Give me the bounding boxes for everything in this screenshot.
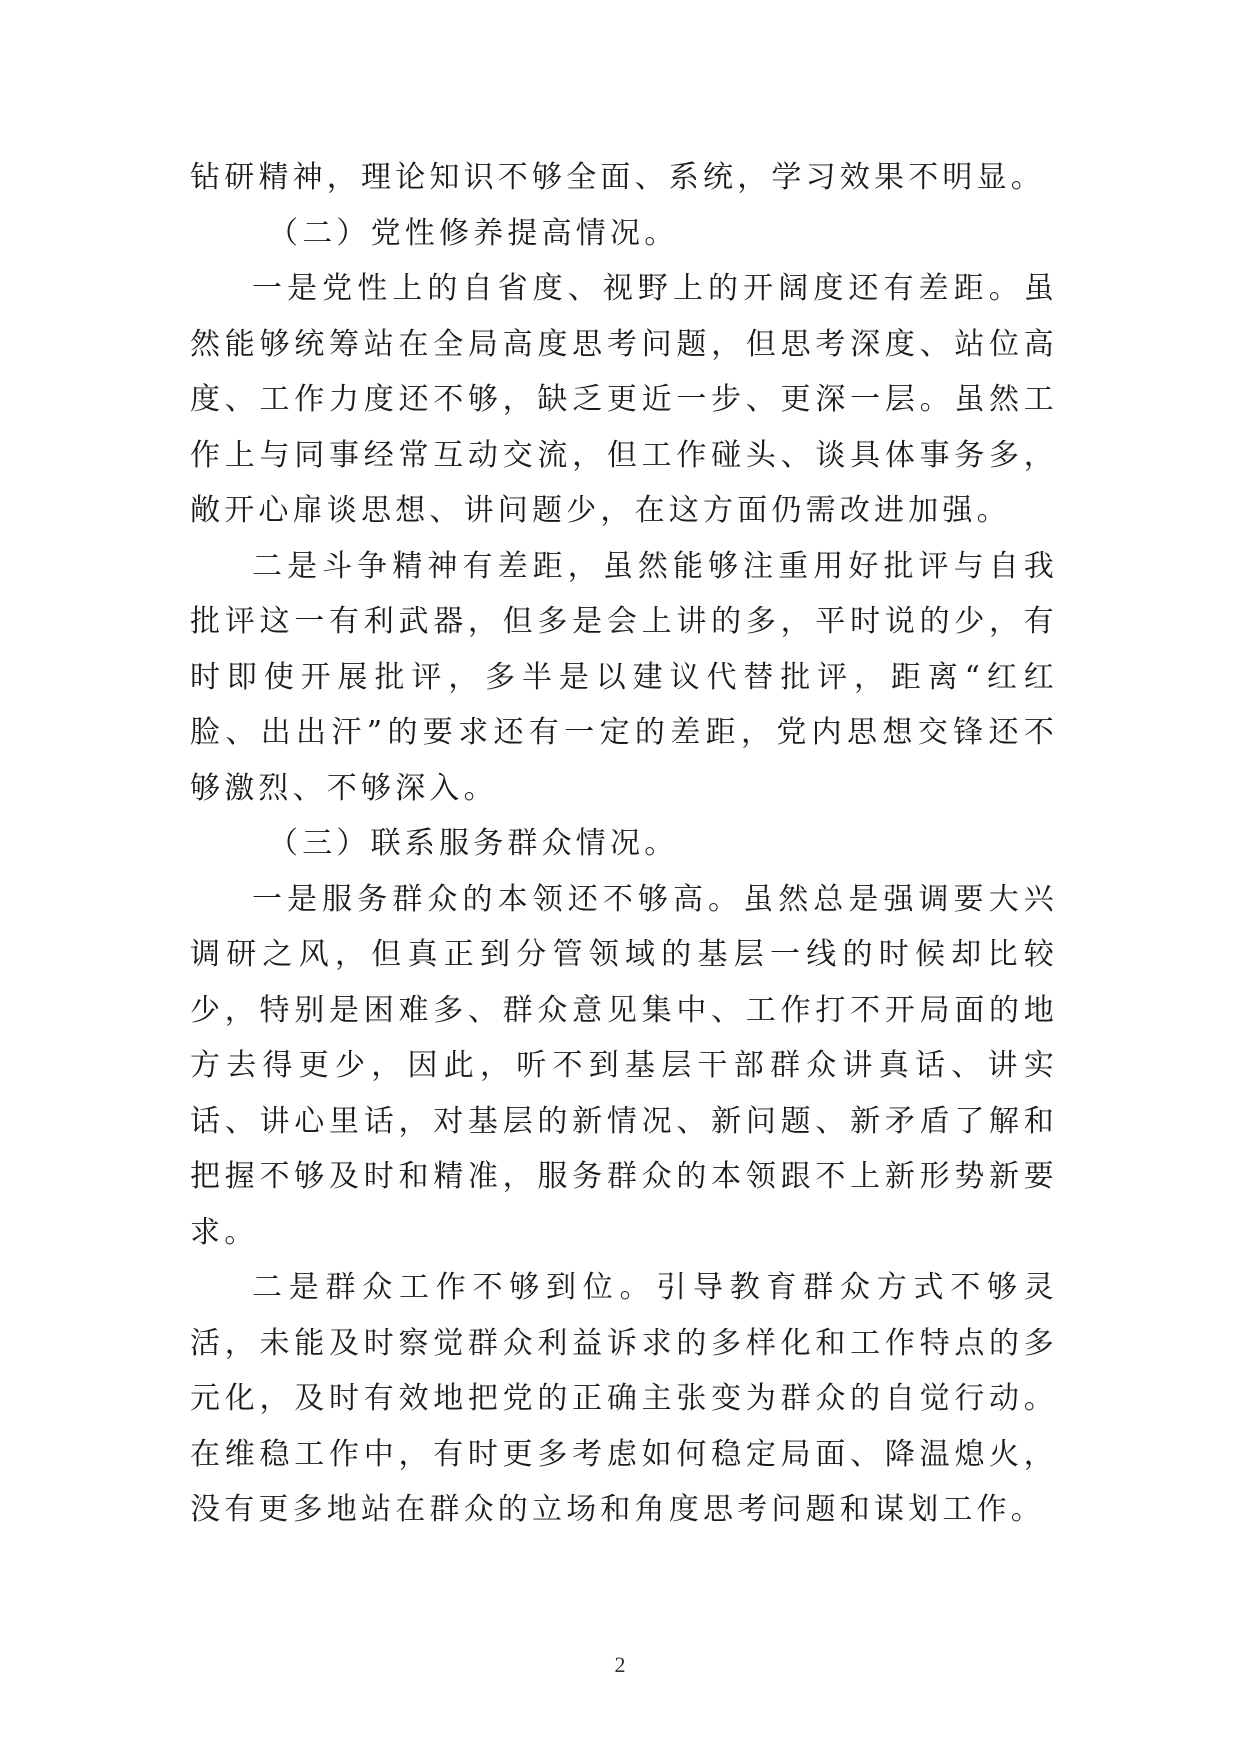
section-heading-serving-masses: （三）联系服务群众情况。 <box>268 826 679 861</box>
page-number: 2 <box>614 1652 626 1677</box>
paragraph-service-ability: 一是服务群众的本领还不够高。虽然总是强调要大兴调研之风，但真正到分管领域的基层一线的时候却比较少，特别是困难多、群众意见集中、工作打不开局面的地方去得更少，因此，听不到基层干部群众讲真话、讲实话、讲心里话，对基层的新情况、新问题、新矛盾了解和把握不够及时和精准，服务群众的本领跟不上新形势新要求。 <box>190 881 1058 1250</box>
document-body <box>190 150 1058 1538</box>
section-heading-party-spirit: （二）党性修养提高情况。 <box>268 215 679 251</box>
paragraph-fighting-spirit: 二是斗争精神有差距，虽然能够注重用好批评与自我批评这一有利武器，但多是会上讲的多，平时说的少，有时即使开展批评，多半是以建议代替批评，距离“红红脸、出出汗”的要求还有一定的差距，党内思想交锋还不够激烈、不够深入。 <box>190 548 1058 806</box>
paragraph-mass-work: 二是群众工作不够到位。引导教育群众方式不够灵活，未能及时察觉群众利益诉求的多样化和工作特点的多元化，及时有效地把党的正确主张变为群众的自觉行动。在维稳工作中，有时更多考虑如何稳定局面、降温熄火，没有更多地站在群众的立场和角度思考问题和谋划工作。 <box>190 1270 1058 1527</box>
paragraph-continuation: 钻研精神，理论知识不够全面、系统，学习效果不明显。 <box>190 160 1045 195</box>
paragraph-self-reflection: 一是党性上的自省度、视野上的开阔度还有差距。虽然能够统筹站在全局高度思考问题，但思考深度、站位高度、工作力度还不够，缺乏更近一步、更深一层。虽然工作上与同事经常互动交流，但工作碰头、谈具体事务多，敞开心扉谈思想、讲问题少，在这方面仍需改进加强。 <box>190 271 1058 528</box>
